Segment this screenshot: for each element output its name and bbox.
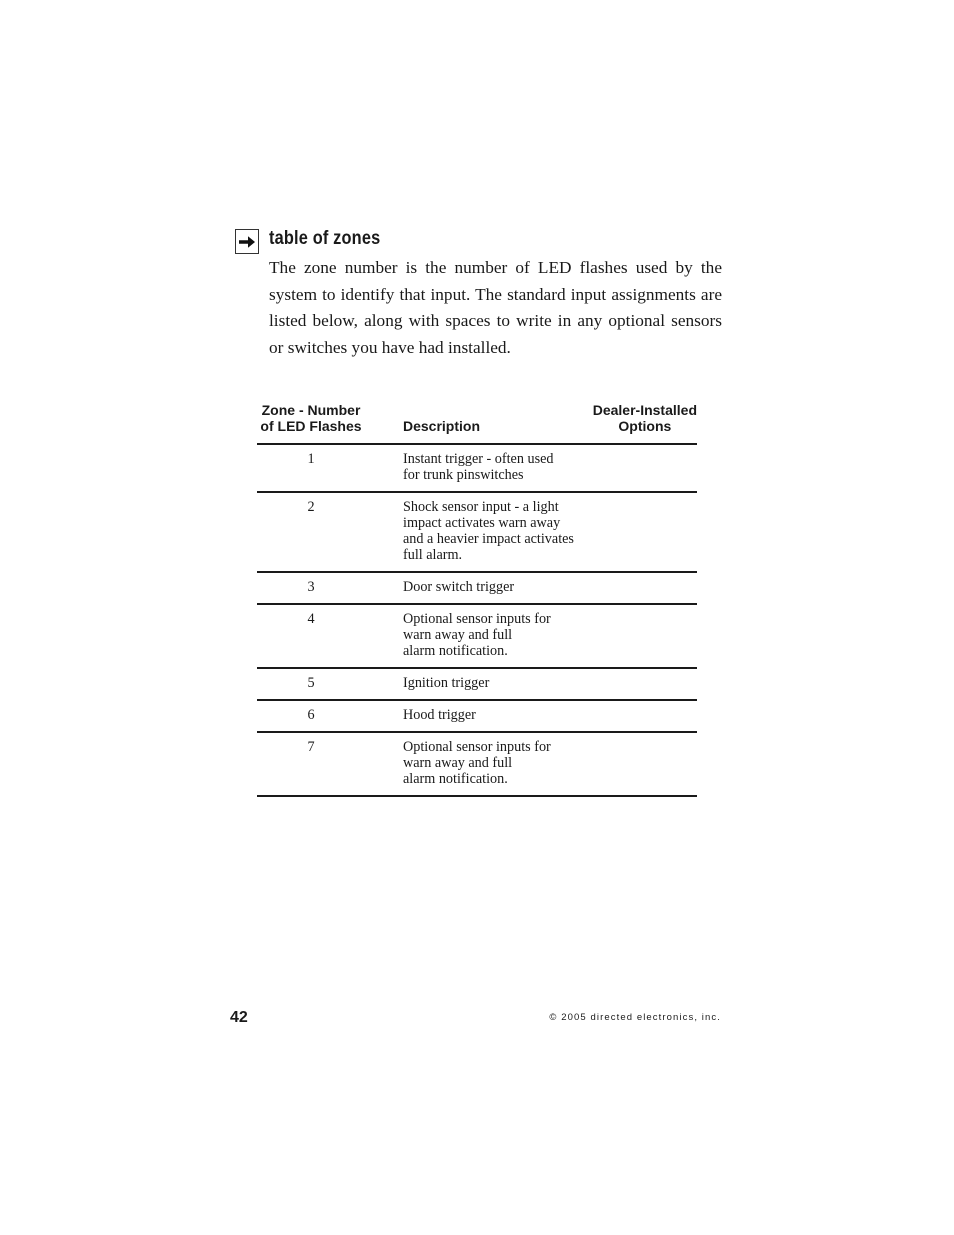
- options-cell: [583, 700, 697, 732]
- table-row: [257, 572, 697, 604]
- options-cell: [583, 732, 697, 796]
- header-description: Description: [365, 402, 583, 444]
- table-row: [257, 492, 697, 572]
- table-row: [257, 732, 697, 796]
- description-cell: Hood trigger: [365, 700, 583, 732]
- description-cell: Door switch trigger: [365, 572, 583, 604]
- header-options-line2: Options: [618, 418, 672, 434]
- header-options-line1: Dealer-Installed: [592, 402, 697, 418]
- header-options: [583, 402, 697, 444]
- table-header-row: [257, 402, 697, 444]
- zone-number-cell: 4: [257, 604, 365, 668]
- options-cell: [583, 444, 697, 492]
- table-row: [257, 700, 697, 732]
- arrow-right-icon: [235, 229, 259, 254]
- zone-number-cell: 5: [257, 668, 365, 700]
- zones-table: [257, 402, 697, 797]
- zone-number-cell: 6: [257, 700, 365, 732]
- zones-table-body: [257, 444, 697, 796]
- description-cell: Optional sensor inputs for warn away and full alarm notification.: [365, 732, 583, 796]
- zone-number-cell: 2: [257, 492, 365, 572]
- options-cell: [583, 668, 697, 700]
- header-zone-line1: Zone - Number: [261, 402, 361, 418]
- table-row: [257, 604, 697, 668]
- options-cell: [583, 492, 697, 572]
- description-cell: Ignition trigger: [365, 668, 583, 700]
- description-cell: Instant trigger - often used for trunk pinswitches: [365, 444, 583, 492]
- options-cell: [583, 604, 697, 668]
- header-zone-line2: of LED Flashes: [260, 418, 362, 434]
- zone-number-cell: 7: [257, 732, 365, 796]
- copyright-notice: © 2005 directed electronics, inc.: [549, 1012, 721, 1023]
- zone-number-cell: 3: [257, 572, 365, 604]
- description-cell: Optional sensor inputs for warn away and full alarm notification.: [365, 604, 583, 668]
- options-cell: [583, 572, 697, 604]
- description-cell: Shock sensor input - a light impact activates warn away and a heavier impact activates full alarm.: [365, 492, 583, 572]
- table-row: [257, 444, 697, 492]
- arrow-right-icon-glyph: [238, 235, 256, 249]
- header-zone-number: [257, 402, 365, 444]
- section-intro: The zone number is the number of LED flashes used by the system to identify that input. The standard input assignments are listed below, along with spaces to write in any optional sensors or switches you have had installed.: [269, 258, 722, 357]
- zone-number-cell: 1: [257, 444, 365, 492]
- page-number: 42: [230, 1009, 248, 1026]
- section-title: table of zones: [269, 228, 381, 249]
- table-row: [257, 668, 697, 700]
